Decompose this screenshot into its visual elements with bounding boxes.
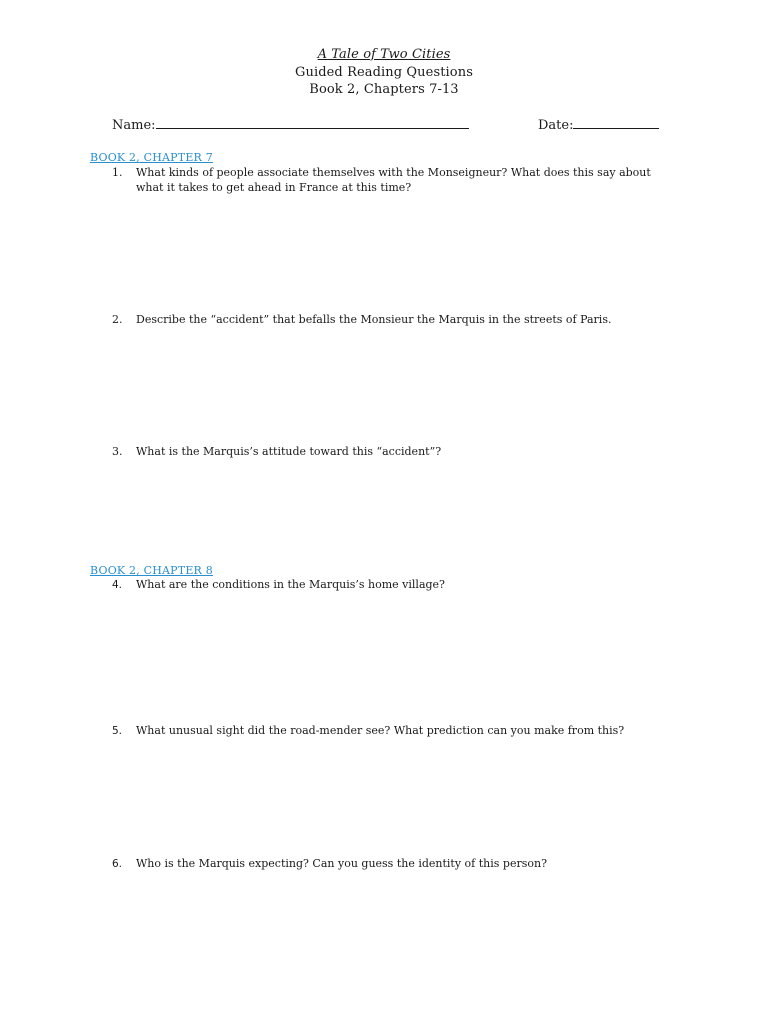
section-heading-chapter-8: BOOK 2, CHAPTER 8 — [90, 564, 213, 577]
question-text: What is the Marquis’s attitude toward this “accident”? — [136, 445, 442, 458]
question-number: 1. — [112, 166, 123, 179]
question-number: 4. — [112, 579, 123, 591]
document-title: A Tale of Two Cities — [317, 47, 451, 62]
question-3 — [112, 445, 672, 460]
question-number: 5. — [112, 725, 123, 737]
date-field[interactable] — [538, 116, 659, 133]
question-text: Who is the Marquis expecting? Can you guess the identity of this person? — [136, 857, 547, 870]
question-1 — [112, 166, 672, 195]
question-number: 3. — [112, 445, 123, 458]
question-6 — [112, 857, 672, 872]
question-text: Describe the “accident” that befalls the Monsieur the Marquis in the streets of Paris. — [136, 313, 612, 326]
name-field[interactable] — [112, 116, 469, 133]
date-blank-line[interactable] — [573, 116, 659, 129]
name-blank-line[interactable] — [156, 116, 469, 129]
date-label: Date: — [538, 118, 574, 133]
question-4 — [112, 578, 672, 593]
document-subtitle: Guided Reading Questions — [295, 64, 473, 80]
question-text: What unusual sight did the road-mender see? What prediction can you make from this? — [136, 724, 625, 737]
question-number: 2. — [112, 313, 123, 326]
document-header — [0, 46, 768, 99]
question-text: What kinds of people associate themselves with the Monseigneur? What does this say about what it takes to get ahead in France at this time? — [136, 166, 651, 194]
section-heading-chapter-7: BOOK 2, CHAPTER 7 — [90, 151, 213, 164]
question-number: 6. — [112, 858, 123, 870]
question-2 — [112, 313, 672, 328]
question-5 — [112, 724, 672, 739]
name-label: Name: — [112, 118, 156, 133]
question-text: What are the conditions in the Marquis’s home village? — [136, 578, 445, 591]
document-chapters: Book 2, Chapters 7-13 — [309, 82, 459, 97]
